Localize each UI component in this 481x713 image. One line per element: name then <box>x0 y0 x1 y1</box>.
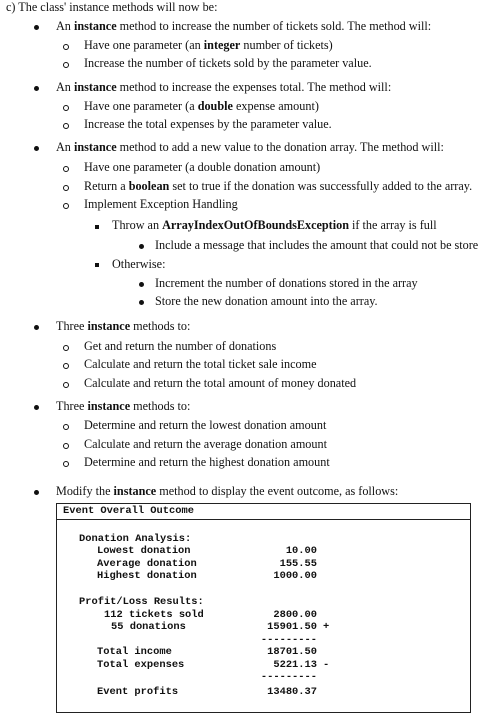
bullet <box>139 282 144 287</box>
donations-count-label: 55 donations <box>111 621 186 633</box>
otherwise-item: Store the new donation amount into the array. <box>155 294 378 308</box>
subitem-text: Get and return the number of donations <box>84 339 277 353</box>
exception-throw-text: Throw an ArrayIndexOutOfBoundsException if the array is full <box>112 218 437 232</box>
item-instance-donation: An instance method to add a new value to the donation array. The method will: <box>56 140 444 154</box>
circle-bullet <box>63 382 69 388</box>
subitem-text: Calculate and return the total ticket sale income <box>84 357 317 371</box>
total-expenses-value: 5221.13 <box>273 659 317 671</box>
item-instance-expenses: An instance method to increase the expenses total. The method will: <box>56 80 392 94</box>
tickets-sold-label: 112 tickets sold <box>104 609 204 621</box>
subitem-text: Calculate and return the average donation amount <box>84 437 327 451</box>
subitem-text: Have one parameter (an integer number of tickets) <box>84 38 333 52</box>
total-expenses-label: Total expenses <box>97 659 185 671</box>
subitem-text: Calculate and return the total amount of money donated <box>84 376 357 390</box>
item-three-methods: Three instance methods to: <box>56 399 191 413</box>
subitem-text: Implement Exception Handling <box>84 197 238 211</box>
highest-value: 1000.00 <box>273 570 317 582</box>
exception-detail-text: Include a message that includes the amount that could not be store <box>155 238 479 252</box>
bullet <box>139 300 144 305</box>
bullet <box>34 86 39 91</box>
minus-sign: - <box>323 659 330 671</box>
highest-label: Highest donation <box>97 570 197 582</box>
circle-bullet <box>63 461 69 467</box>
event-profits-value: 13480.37 <box>267 686 317 698</box>
square-bullet <box>95 225 99 229</box>
circle-bullet <box>63 62 69 68</box>
bullet <box>34 146 39 151</box>
donation-analysis-title: Donation Analysis: <box>79 533 192 545</box>
section-heading: c) The class' instance methods will now be: <box>6 0 218 14</box>
item-instance-tickets: An instance method to increase the number of tickets sold. The method will: <box>56 19 432 33</box>
total-income-label: Total income <box>97 646 172 658</box>
outcome-header-divider <box>56 519 471 520</box>
event-profits-label: Event profits <box>97 686 179 698</box>
lowest-label: Lowest donation <box>97 545 191 557</box>
square-bullet <box>95 263 99 267</box>
lowest-value: 10.00 <box>285 545 317 557</box>
total-income-value: 18701.50 <box>267 646 317 658</box>
plus-sign: + <box>323 621 330 633</box>
outcome-header: Event Overall Outcome <box>63 505 194 517</box>
item-three-methods: Three instance methods to: <box>56 319 191 333</box>
average-value: 155.55 <box>279 558 317 570</box>
circle-bullet <box>63 203 69 209</box>
circle-bullet <box>63 443 69 449</box>
otherwise-item: Increment the number of donations stored in the array <box>155 276 418 290</box>
subitem-text: Determine and return the highest donation amount <box>84 455 330 469</box>
separator-dashes: --------- <box>260 671 317 683</box>
circle-bullet <box>63 185 69 191</box>
item-modify-display: Modify the instance method to display the event outcome, as follows: <box>56 484 399 498</box>
bullet <box>34 405 39 410</box>
profit-loss-title: Profit/Loss Results: <box>79 596 204 608</box>
circle-bullet <box>63 345 69 351</box>
average-label: Average donation <box>97 558 197 570</box>
bullet <box>34 25 39 30</box>
donations-total-value: 15901.50 <box>267 621 317 633</box>
circle-bullet <box>63 166 69 172</box>
tickets-sold-value: 2800.00 <box>273 609 317 621</box>
subitem-text: Increase the total expenses by the parameter value. <box>84 117 332 131</box>
circle-bullet <box>63 105 69 111</box>
circle-bullet <box>63 424 69 430</box>
separator-dashes: --------- <box>260 634 317 646</box>
circle-bullet <box>63 363 69 369</box>
circle-bullet <box>63 44 69 50</box>
subitem-text: Return a boolean set to true if the donation was successfully added to the array. <box>84 179 473 193</box>
subitem-text: Have one parameter (a double expense amount) <box>84 99 319 113</box>
subitem-text: Increase the number of tickets sold by the parameter value. <box>84 56 372 70</box>
subitem-text: Have one parameter (a double donation amount) <box>84 160 321 174</box>
bullet <box>34 490 39 495</box>
bullet <box>34 325 39 330</box>
subitem-text: Determine and return the lowest donation amount <box>84 418 327 432</box>
otherwise-label: Otherwise: <box>112 257 166 271</box>
circle-bullet <box>63 123 69 129</box>
bullet <box>139 244 144 249</box>
